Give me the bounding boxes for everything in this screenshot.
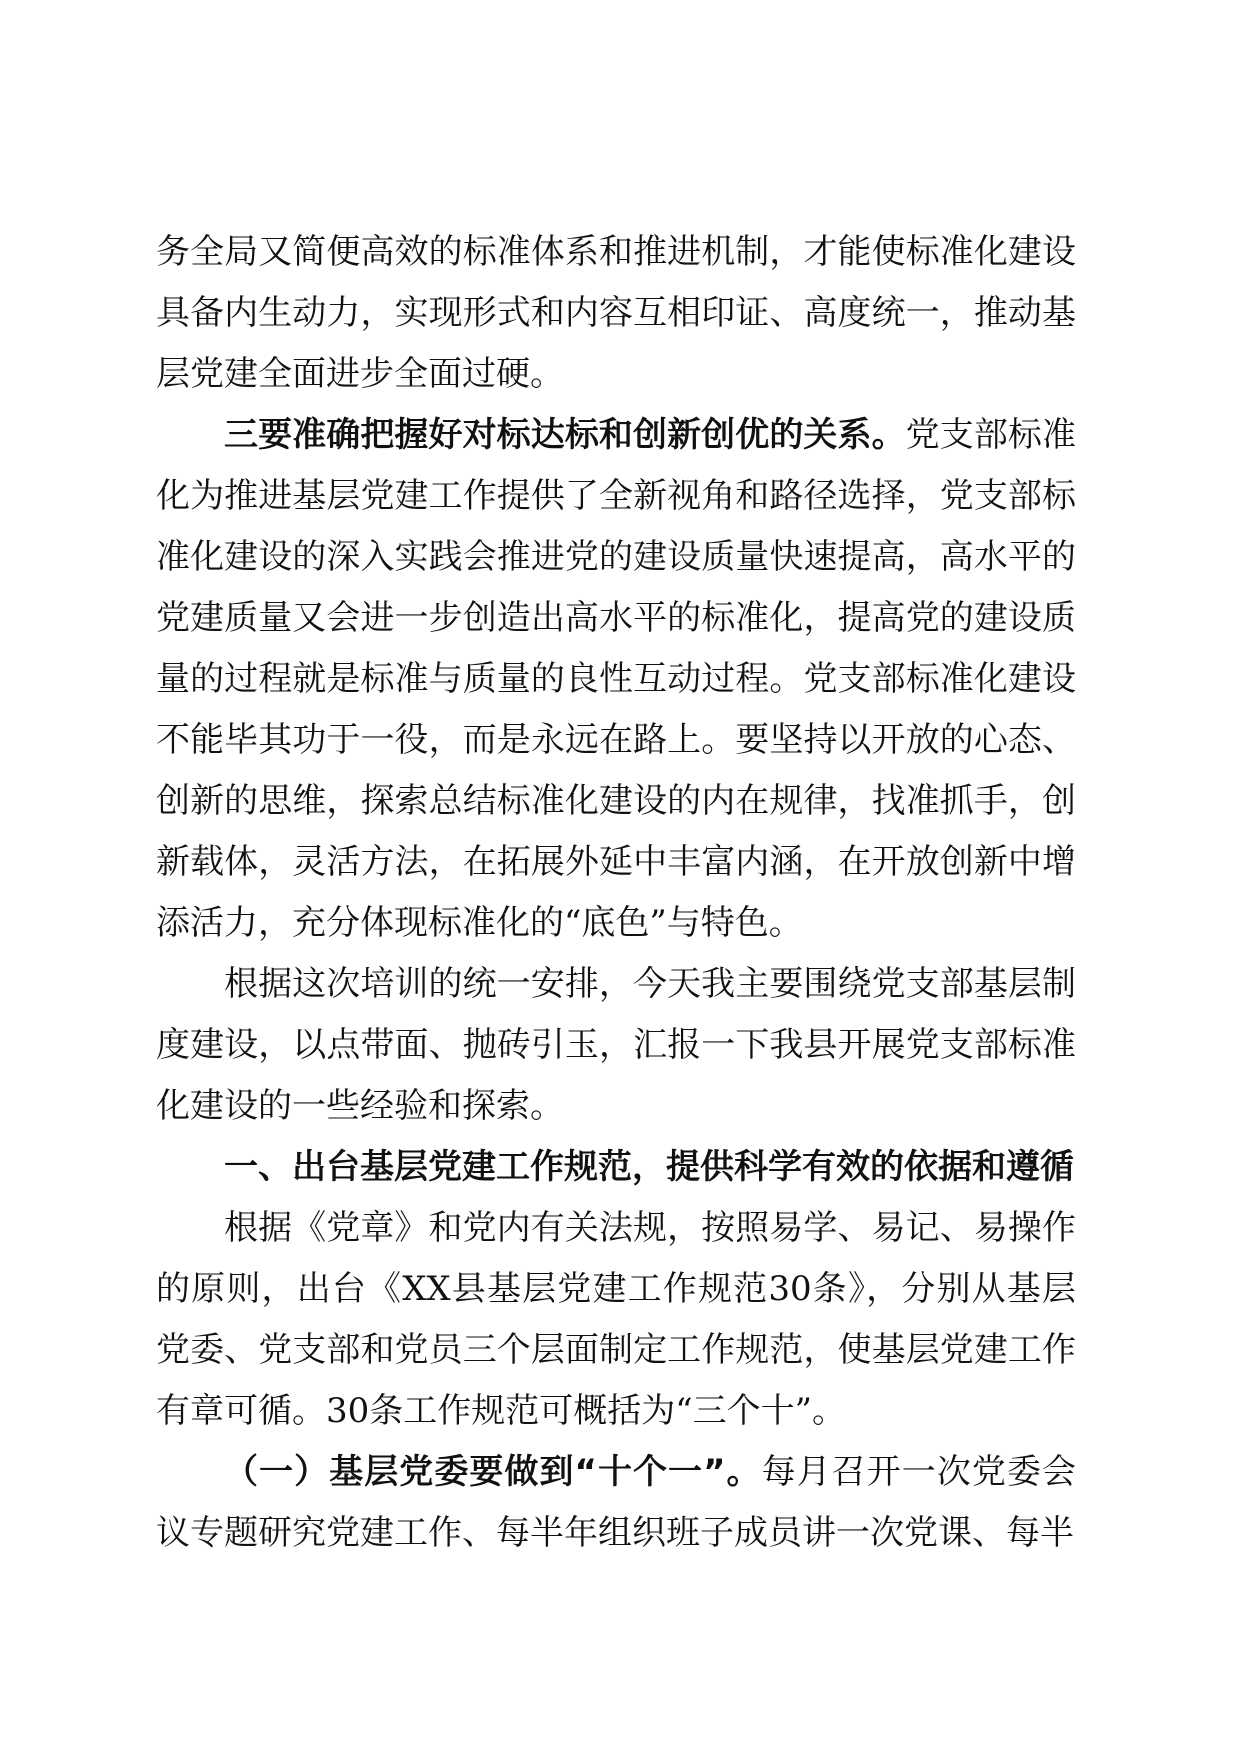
document-body bbox=[156, 222, 1076, 1564]
paragraph-intro bbox=[156, 954, 1076, 1137]
paragraph-point-three bbox=[156, 405, 1076, 954]
paragraph-lead-bold: （一）基层党委要做到“十个一”。 bbox=[224, 1452, 762, 1492]
paragraph-text: 根据这次培训的统一安排，今天我主要围绕党支部基层制度建设，以点带面、抛砖引玉，汇报一下我县开展党支部标准化建设的一些经验和探索。 bbox=[156, 964, 1076, 1126]
paragraph-text: 根据《党章》和党内有关法规，按照易学、易记、易操作的原则，出台《XX县基层党建工作规范30条》，分别从基层党委、党支部和党员三个层面制定工作规范，使基层党建工作有章可循。30条工作规范可概括为“三个十”。 bbox=[156, 1208, 1076, 1431]
paragraph-text: 党支部标准化为推进基层党建工作提供了全新视角和路径选择，党支部标准化建设的深入实践会推进党的建设质量快速提高，高水平的党建质量又会进一步创造出高水平的标准化，提高党的建设质量的过程就是标准与质量的良性互动过程。党支部标准化建设不能毕其功于一役，而是永远在路上。要坚持以开放的心态、创新的思维，探索总结标准化建设的内在规律，找准抓手，创新载体，灵活方法，在拓展外延中丰富内涵，在开放创新中增添活力，充分体现标准化的“底色”与特色。 bbox=[156, 415, 1077, 943]
paragraph-continued bbox=[156, 222, 1076, 405]
heading-text: 一、出台基层党建工作规范，提供科学有效的依据和遵循 bbox=[224, 1147, 1074, 1187]
paragraph-lead-bold: 三要准确把握好对标达标和创新创优的关系。 bbox=[224, 415, 906, 455]
paragraph-section-1 bbox=[156, 1198, 1076, 1442]
paragraph-text: 每月召开一次党委会议专题研究党建工作、每半年组织班子成员讲一次党课、每半 bbox=[156, 1452, 1076, 1553]
paragraph-subsection-1 bbox=[156, 1442, 1076, 1564]
paragraph-text: 务全局又简便高效的标准体系和推进机制，才能使标准化建设具备内生动力，实现形式和内容互相印证、高度统一，推动基层党建全面进步全面过硬。 bbox=[156, 232, 1076, 394]
section-heading-1 bbox=[156, 1137, 1076, 1198]
